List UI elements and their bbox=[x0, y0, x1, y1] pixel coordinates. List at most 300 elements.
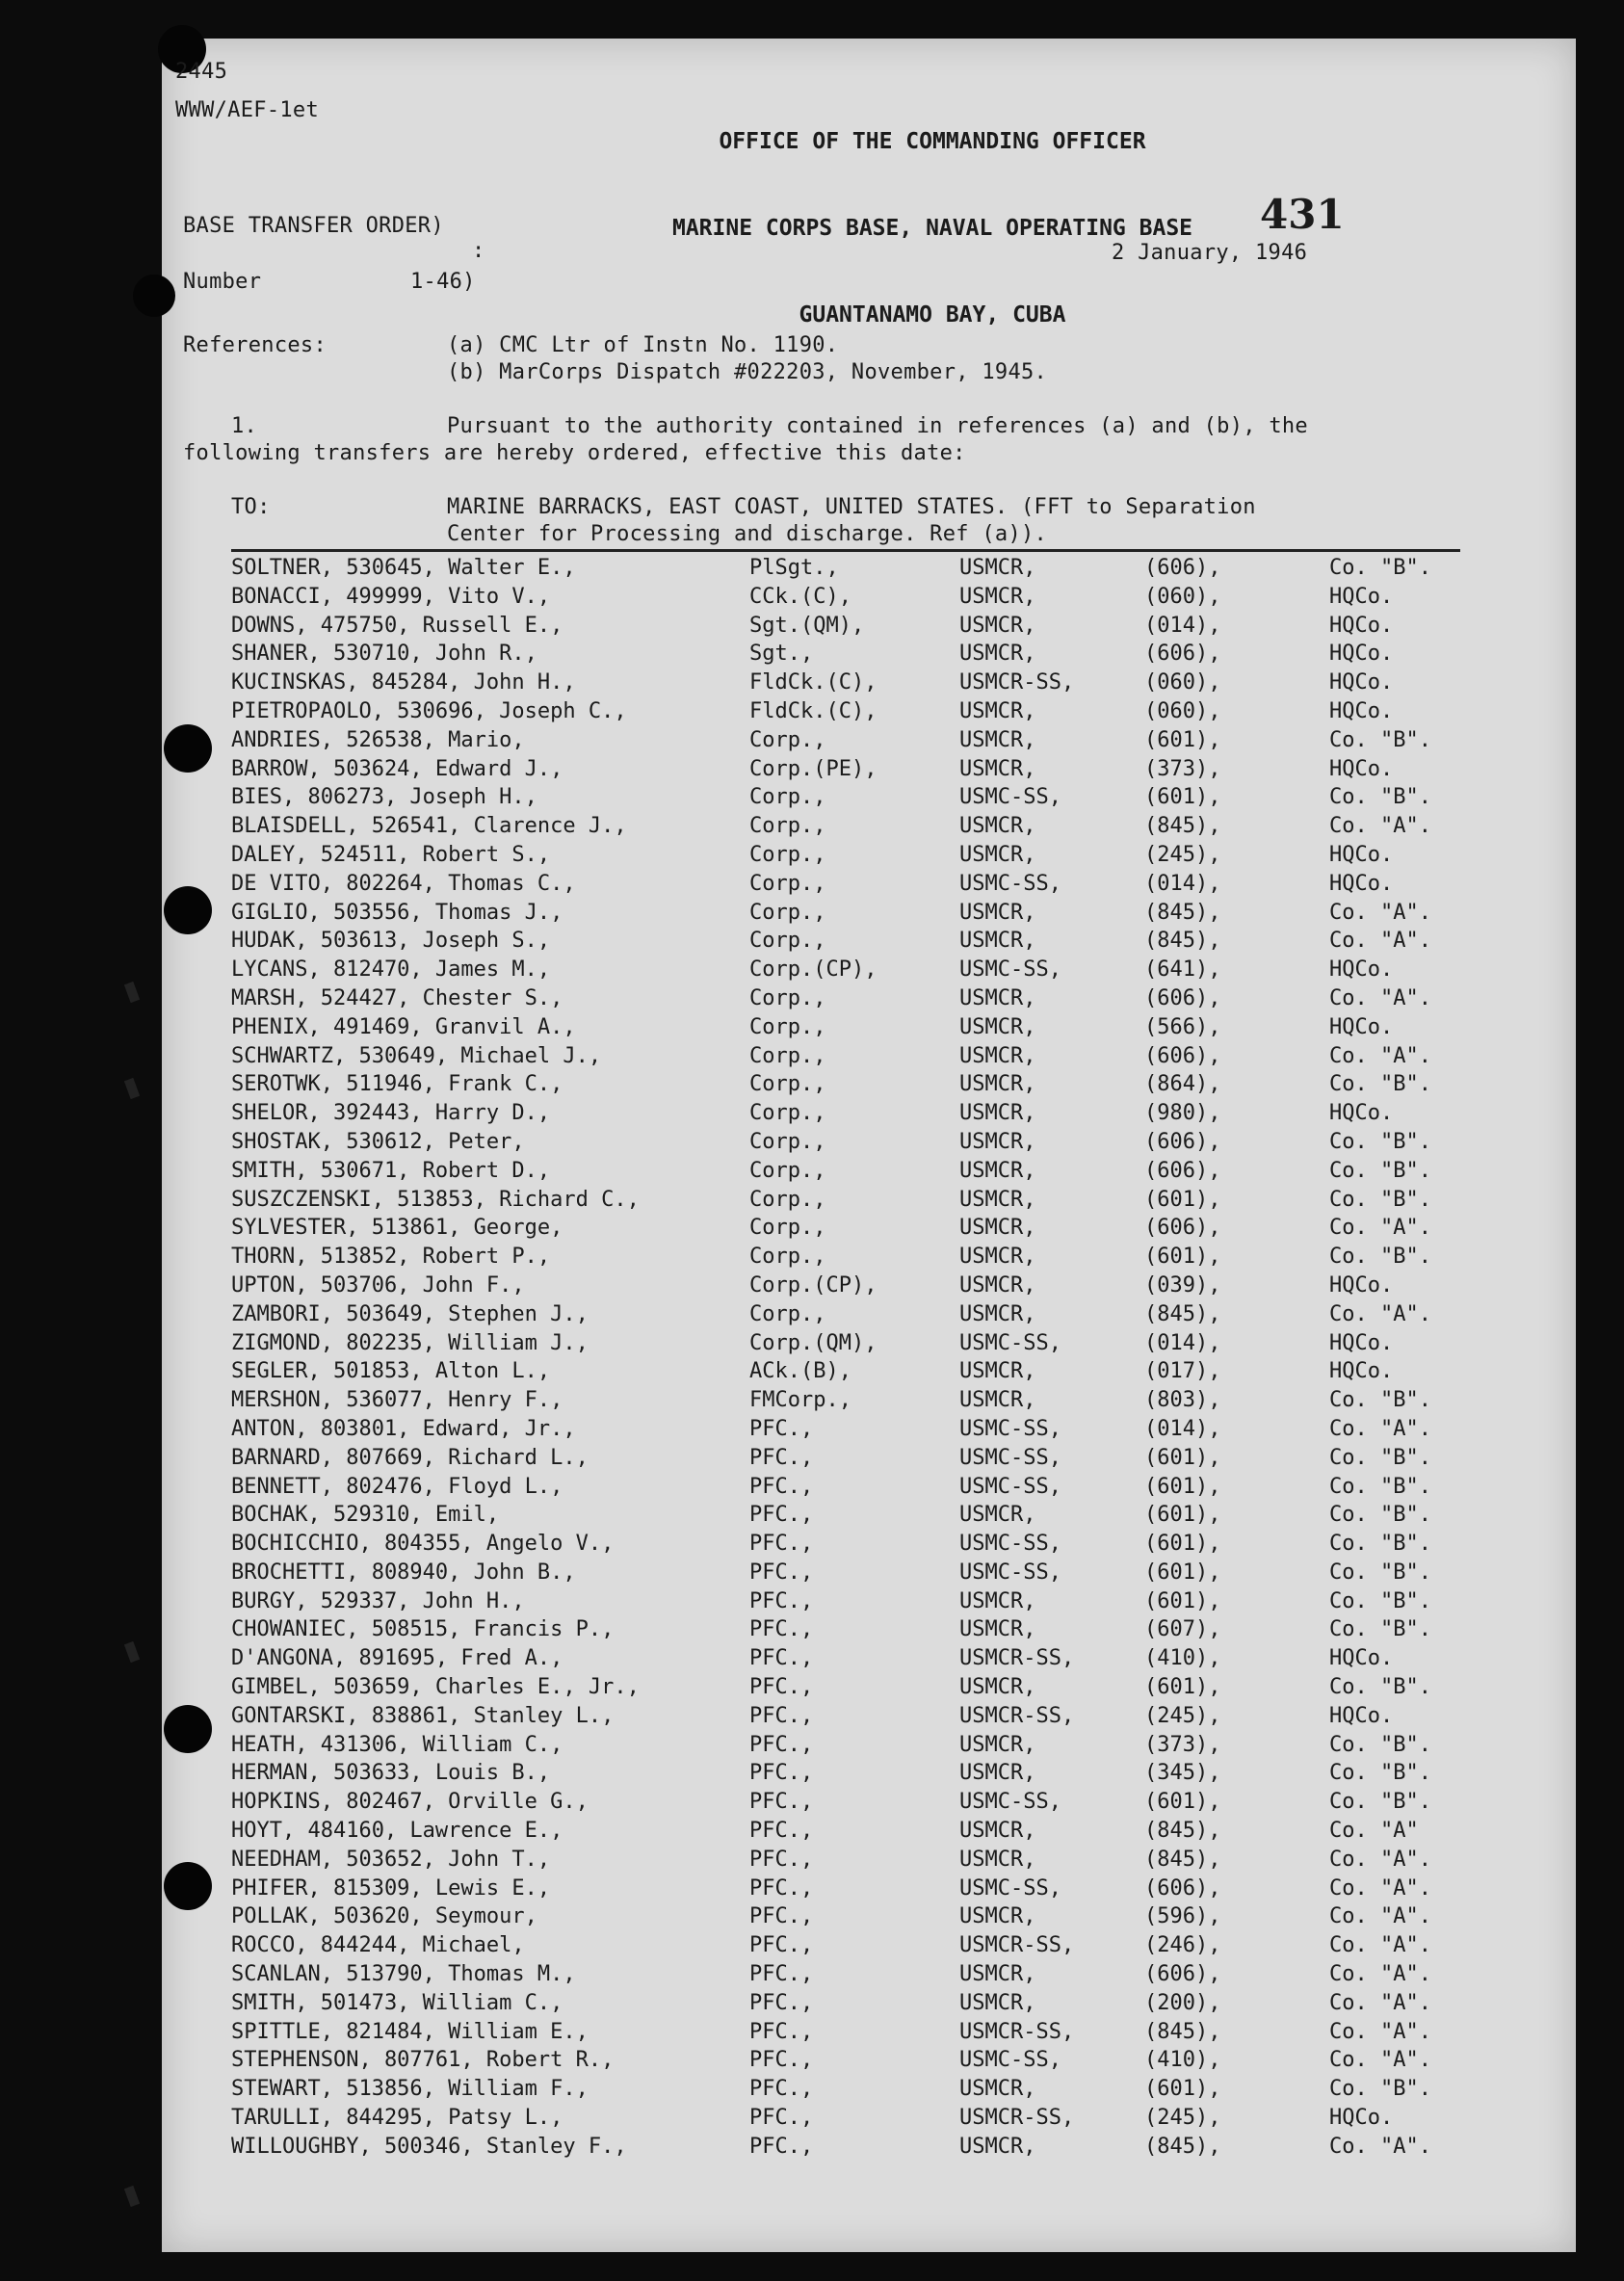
personnel-rank: PFC., bbox=[749, 1790, 814, 1815]
table-row bbox=[231, 1790, 1480, 1819]
personnel-rank: PFC., bbox=[749, 1646, 814, 1671]
personnel-component: USMCR-SS, bbox=[959, 1646, 1075, 1671]
table-row bbox=[231, 1417, 1480, 1446]
personnel-name: GIGLIO, 503556, Thomas J., bbox=[231, 900, 563, 925]
table-row bbox=[231, 670, 1480, 699]
personnel-mos: (246), bbox=[1144, 1933, 1221, 1958]
personnel-unit: Co. "A". bbox=[1329, 1301, 1431, 1326]
table-row bbox=[231, 757, 1480, 786]
personnel-component: USMCR, bbox=[959, 1072, 1036, 1097]
table-row bbox=[231, 2135, 1480, 2163]
personnel-component: USMCR, bbox=[959, 1216, 1036, 1241]
office-line: GUANTANAMO BAY, CUBA bbox=[799, 302, 1066, 328]
personnel-mos: (245), bbox=[1144, 2106, 1221, 2131]
personnel-unit: HQCo. bbox=[1329, 871, 1394, 896]
personnel-name: BENNETT, 802476, Floyd L., bbox=[231, 1474, 563, 1499]
personnel-unit: Co. "A". bbox=[1329, 1990, 1431, 2015]
personnel-mos: (864), bbox=[1144, 1072, 1221, 1097]
paragraph-line: Pursuant to the authority contained in references (a) and (b), the bbox=[447, 414, 1308, 438]
personnel-name: DOWNS, 475750, Russell E., bbox=[231, 613, 563, 638]
personnel-rank: PFC., bbox=[749, 1445, 814, 1470]
personnel-unit: Co. "A". bbox=[1329, 1962, 1431, 1987]
personnel-rank: PFC., bbox=[749, 2019, 814, 2044]
table-row bbox=[231, 2020, 1480, 2049]
personnel-component: USMC-SS, bbox=[959, 1532, 1061, 1557]
personnel-unit: Co. "B". bbox=[1329, 1790, 1431, 1815]
personnel-unit: Co. "A". bbox=[1329, 1847, 1431, 1872]
personnel-name: D'ANGONA, 891695, Fred A., bbox=[231, 1646, 563, 1671]
binder-hole-4 bbox=[164, 1862, 212, 1910]
personnel-component: USMCR, bbox=[959, 698, 1036, 723]
personnel-component: USMC-SS, bbox=[959, 957, 1061, 983]
personnel-component: USMCR, bbox=[959, 1962, 1036, 1987]
personnel-unit: Co. "B". bbox=[1329, 1732, 1431, 1757]
personnel-rank: Corp., bbox=[749, 1014, 826, 1039]
personnel-mos: (845), bbox=[1144, 1819, 1221, 1844]
personnel-unit: Co. "B". bbox=[1329, 1761, 1431, 1786]
personnel-rank: Corp., bbox=[749, 1072, 826, 1097]
table-row bbox=[231, 2077, 1480, 2106]
personnel-component: USMCR, bbox=[959, 985, 1036, 1010]
personnel-unit: HQCo. bbox=[1329, 670, 1394, 695]
personnel-name: ANTON, 803801, Edward, Jr., bbox=[231, 1416, 576, 1441]
personnel-rank: Corp., bbox=[749, 985, 826, 1010]
personnel-mos: (601), bbox=[1144, 1474, 1221, 1499]
personnel-mos: (803), bbox=[1144, 1388, 1221, 1413]
personnel-name: HUDAK, 503613, Joseph S., bbox=[231, 929, 551, 954]
personnel-component: USMCR-SS, bbox=[959, 2019, 1075, 2044]
personnel-mos: (601), bbox=[1144, 1560, 1221, 1585]
binder-hole-2 bbox=[164, 886, 212, 934]
personnel-mos: (606), bbox=[1144, 1216, 1221, 1241]
personnel-name: STEWART, 513856, William F., bbox=[231, 2077, 589, 2102]
personnel-unit: Co. "B". bbox=[1329, 1388, 1431, 1413]
personnel-name: BARNARD, 807669, Richard L., bbox=[231, 1445, 589, 1470]
personnel-mos: (601), bbox=[1144, 727, 1221, 752]
table-row bbox=[231, 1617, 1480, 1646]
personnel-mos: (606), bbox=[1144, 1875, 1221, 1901]
personnel-name: SHANER, 530710, John R., bbox=[231, 642, 537, 667]
personnel-name: BARROW, 503624, Edward J., bbox=[231, 756, 563, 781]
personnel-unit: HQCo. bbox=[1329, 1330, 1394, 1355]
personnel-mos: (641), bbox=[1144, 957, 1221, 983]
personnel-name: BIES, 806273, Joseph H., bbox=[231, 785, 537, 810]
personnel-mos: (845), bbox=[1144, 1847, 1221, 1872]
personnel-rank: PFC., bbox=[749, 2077, 814, 2102]
personnel-rank: Corp., bbox=[749, 1301, 826, 1326]
personnel-unit: Co. "B". bbox=[1329, 727, 1431, 752]
personnel-unit: Co. "B". bbox=[1329, 785, 1431, 810]
personnel-mos: (845), bbox=[1144, 2019, 1221, 2044]
personnel-unit: HQCo. bbox=[1329, 1646, 1394, 1671]
personnel-name: POLLAK, 503620, Seymour, bbox=[231, 1904, 537, 1929]
personnel-mos: (017), bbox=[1144, 1359, 1221, 1384]
personnel-mos: (601), bbox=[1144, 1503, 1221, 1528]
destination-line: MARINE BARRACKS, EAST COAST, UNITED STATES. (FFT to Separation bbox=[447, 495, 1256, 519]
personnel-component: USMCR, bbox=[959, 1819, 1036, 1844]
personnel-component: USMCR, bbox=[959, 1904, 1036, 1929]
order-number-label: Number bbox=[183, 270, 262, 294]
table-row bbox=[231, 1331, 1480, 1360]
table-row bbox=[231, 1015, 1480, 1044]
file-code: 2445 bbox=[175, 60, 228, 84]
personnel-unit: Co. "B". bbox=[1329, 1187, 1431, 1212]
personnel-component: USMCR, bbox=[959, 556, 1036, 580]
table-row bbox=[231, 1188, 1480, 1217]
table-row bbox=[231, 642, 1480, 670]
table-row bbox=[231, 1560, 1480, 1589]
personnel-name: PIETROPAOLO, 530696, Joseph C., bbox=[231, 698, 627, 723]
table-row bbox=[231, 1933, 1480, 1962]
binder-hole-corner bbox=[133, 275, 175, 317]
personnel-mos: (606), bbox=[1144, 1158, 1221, 1183]
personnel-mos: (606), bbox=[1144, 1043, 1221, 1068]
personnel-rank: Corp., bbox=[749, 1158, 826, 1183]
personnel-rank: PFC., bbox=[749, 2134, 814, 2159]
personnel-unit: HQCo. bbox=[1329, 1703, 1394, 1728]
personnel-component: USMCR, bbox=[959, 1359, 1036, 1384]
personnel-mos: (060), bbox=[1144, 670, 1221, 695]
personnel-mos: (607), bbox=[1144, 1617, 1221, 1642]
personnel-rank: PFC., bbox=[749, 1503, 814, 1528]
table-row bbox=[231, 699, 1480, 728]
personnel-unit: Co. "B". bbox=[1329, 1675, 1431, 1700]
personnel-mos: (601), bbox=[1144, 1532, 1221, 1557]
table-row bbox=[231, 1388, 1480, 1417]
personnel-mos: (245), bbox=[1144, 1703, 1221, 1728]
personnel-component: USMC-SS, bbox=[959, 1416, 1061, 1441]
personnel-component: USMCR, bbox=[959, 1158, 1036, 1183]
personnel-component: USMCR, bbox=[959, 1761, 1036, 1786]
personnel-component: USMCR, bbox=[959, 1043, 1036, 1068]
personnel-rank: PFC., bbox=[749, 1474, 814, 1499]
personnel-mos: (566), bbox=[1144, 1014, 1221, 1039]
table-row bbox=[231, 1991, 1480, 2020]
personnel-rank: Corp., bbox=[749, 842, 826, 867]
personnel-name: DALEY, 524511, Robert S., bbox=[231, 842, 551, 867]
personnel-component: USMCR-SS, bbox=[959, 1703, 1075, 1728]
underline-rule bbox=[231, 549, 1460, 552]
personnel-name: THORN, 513852, Robert P., bbox=[231, 1245, 551, 1270]
personnel-name: SMITH, 530671, Robert D., bbox=[231, 1158, 551, 1183]
personnel-rank: PFC., bbox=[749, 1875, 814, 1901]
personnel-rank: Corp., bbox=[749, 1129, 826, 1154]
personnel-rank: PFC., bbox=[749, 1732, 814, 1757]
personnel-rank: Corp.(CP), bbox=[749, 1272, 877, 1298]
table-row bbox=[231, 1503, 1480, 1532]
personnel-component: USMCR, bbox=[959, 642, 1036, 667]
table-row bbox=[231, 843, 1480, 872]
personnel-mos: (845), bbox=[1144, 929, 1221, 954]
personnel-unit: Co. "A" bbox=[1329, 1819, 1419, 1844]
table-row bbox=[231, 1245, 1480, 1273]
personnel-component: USMCR, bbox=[959, 1990, 1036, 2015]
personnel-name: ROCCO, 844244, Michael, bbox=[231, 1933, 525, 1958]
personnel-unit: Co. "A". bbox=[1329, 2019, 1431, 2044]
personnel-rank: PFC., bbox=[749, 1617, 814, 1642]
personnel-component: USMC-SS, bbox=[959, 1474, 1061, 1499]
personnel-component: USMCR, bbox=[959, 1388, 1036, 1413]
personnel-component: USMCR, bbox=[959, 584, 1036, 609]
table-row bbox=[231, 1072, 1480, 1101]
table-row bbox=[231, 2106, 1480, 2135]
personnel-name: SCANLAN, 513790, Thomas M., bbox=[231, 1962, 576, 1987]
personnel-unit: Co. "B". bbox=[1329, 1445, 1431, 1470]
personnel-mos: (606), bbox=[1144, 1129, 1221, 1154]
personnel-name: GONTARSKI, 838861, Stanley L., bbox=[231, 1703, 615, 1728]
office-line: OFFICE OF THE COMMANDING OFFICER bbox=[719, 129, 1146, 154]
stray-mark bbox=[124, 1078, 140, 1099]
personnel-name: GIMBEL, 503659, Charles E., Jr., bbox=[231, 1675, 640, 1700]
table-row bbox=[231, 1302, 1480, 1331]
file-code: WWW/AEF-1et bbox=[175, 98, 319, 122]
personnel-mos: (014), bbox=[1144, 1330, 1221, 1355]
personnel-unit: Co. "B". bbox=[1329, 1474, 1431, 1499]
personnel-component: USMCR, bbox=[959, 1129, 1036, 1154]
personnel-rank: Sgt.(QM), bbox=[749, 613, 865, 638]
personnel-unit: HQCo. bbox=[1329, 842, 1394, 867]
personnel-mos: (014), bbox=[1144, 1416, 1221, 1441]
personnel-mos: (601), bbox=[1144, 1187, 1221, 1212]
personnel-mos: (601), bbox=[1144, 785, 1221, 810]
personnel-component: USMCR, bbox=[959, 900, 1036, 925]
personnel-unit: Co. "B". bbox=[1329, 1503, 1431, 1528]
personnel-unit: Co. "B". bbox=[1329, 1560, 1431, 1585]
table-row bbox=[231, 585, 1480, 614]
page-number: 431 bbox=[1260, 191, 1345, 238]
personnel-unit: HQCo. bbox=[1329, 957, 1394, 983]
personnel-rank: Corp.(QM), bbox=[749, 1330, 877, 1355]
personnel-component: USMCR, bbox=[959, 1732, 1036, 1757]
table-row bbox=[231, 1159, 1480, 1188]
personnel-name: PHIFER, 815309, Lewis E., bbox=[231, 1875, 551, 1901]
personnel-rank: Corp., bbox=[749, 1245, 826, 1270]
personnel-mos: (845), bbox=[1144, 1301, 1221, 1326]
personnel-rank: PFC., bbox=[749, 1560, 814, 1585]
personnel-component: USMCR, bbox=[959, 1014, 1036, 1039]
personnel-rank: FldCk.(C), bbox=[749, 670, 877, 695]
personnel-unit: Co. "B". bbox=[1329, 1245, 1431, 1270]
personnel-name: MERSHON, 536077, Henry F., bbox=[231, 1388, 563, 1413]
stray-mark bbox=[124, 1641, 140, 1663]
order-number: 1-46) bbox=[410, 270, 476, 294]
personnel-unit: Co. "A". bbox=[1329, 2134, 1431, 2159]
table-row bbox=[231, 1704, 1480, 1733]
personnel-component: USMCR-SS, bbox=[959, 1933, 1075, 1958]
personnel-rank: PFC., bbox=[749, 1532, 814, 1557]
personnel-mos: (601), bbox=[1144, 2077, 1221, 2102]
table-row bbox=[231, 1475, 1480, 1504]
personnel-component: USMCR, bbox=[959, 2134, 1036, 2159]
table-row bbox=[231, 1675, 1480, 1704]
personnel-unit: Co. "B". bbox=[1329, 1588, 1431, 1613]
personnel-component: USMCR, bbox=[959, 1187, 1036, 1212]
personnel-component: USMCR, bbox=[959, 1675, 1036, 1700]
table-row bbox=[231, 1216, 1480, 1245]
personnel-mos: (606), bbox=[1144, 985, 1221, 1010]
table-row bbox=[231, 957, 1480, 986]
personnel-unit: Co. "A". bbox=[1329, 929, 1431, 954]
personnel-unit: Co. "B". bbox=[1329, 556, 1431, 580]
personnel-name: SEGLER, 501853, Alton L., bbox=[231, 1359, 551, 1384]
personnel-unit: Co. "A". bbox=[1329, 1933, 1431, 1958]
personnel-mos: (039), bbox=[1144, 1272, 1221, 1298]
personnel-rank: PFC., bbox=[749, 1819, 814, 1844]
stray-mark bbox=[124, 982, 140, 1003]
stray-mark bbox=[124, 2186, 140, 2207]
personnel-mos: (601), bbox=[1144, 1790, 1221, 1815]
destination-label: TO: bbox=[231, 495, 271, 519]
paragraph-line: following transfers are hereby ordered, effective this date: bbox=[183, 441, 966, 465]
personnel-unit: Co. "B". bbox=[1329, 1532, 1431, 1557]
personnel-unit: HQCo. bbox=[1329, 698, 1394, 723]
personnel-name: BROCHETTI, 808940, John B., bbox=[231, 1560, 576, 1585]
table-row bbox=[231, 1273, 1480, 1302]
table-row bbox=[231, 1044, 1480, 1073]
personnel-mos: (014), bbox=[1144, 613, 1221, 638]
personnel-name: STEPHENSON, 807761, Robert R., bbox=[231, 2048, 615, 2073]
personnel-name: SUSZCZENSKI, 513853, Richard C., bbox=[231, 1187, 640, 1212]
personnel-component: USMCR, bbox=[959, 1301, 1036, 1326]
personnel-rank: PFC., bbox=[749, 2048, 814, 2073]
personnel-unit: HQCo. bbox=[1329, 2106, 1394, 2131]
table-row bbox=[231, 1876, 1480, 1905]
personnel-unit: Co. "B". bbox=[1329, 1129, 1431, 1154]
table-row bbox=[231, 1646, 1480, 1675]
table-row bbox=[231, 1589, 1480, 1618]
personnel-unit: Co. "A". bbox=[1329, 1043, 1431, 1068]
personnel-name: ANDRIES, 526538, Mario, bbox=[231, 727, 525, 752]
personnel-component: USMCR, bbox=[959, 814, 1036, 839]
personnel-rank: PFC., bbox=[749, 1904, 814, 1929]
table-row bbox=[231, 1101, 1480, 1130]
paragraph-number: 1. bbox=[231, 414, 258, 438]
personnel-rank: PFC., bbox=[749, 1588, 814, 1613]
personnel-rank: Corp., bbox=[749, 1043, 826, 1068]
personnel-unit: Co. "A". bbox=[1329, 900, 1431, 925]
personnel-mos: (345), bbox=[1144, 1761, 1221, 1786]
personnel-component: USMCR, bbox=[959, 756, 1036, 781]
personnel-component: USMC-SS, bbox=[959, 2048, 1061, 2073]
personnel-component: USMCR, bbox=[959, 929, 1036, 954]
personnel-unit: Co. "A". bbox=[1329, 1416, 1431, 1441]
table-row bbox=[231, 728, 1480, 757]
personnel-unit: Co. "B". bbox=[1329, 1158, 1431, 1183]
personnel-mos: (060), bbox=[1144, 698, 1221, 723]
personnel-component: USMC-SS, bbox=[959, 1330, 1061, 1355]
personnel-rank: PFC., bbox=[749, 1675, 814, 1700]
personnel-component: USMCR, bbox=[959, 842, 1036, 867]
personnel-name: SEROTWK, 511946, Frank C., bbox=[231, 1072, 563, 1097]
personnel-name: PHENIX, 491469, Granvil A., bbox=[231, 1014, 576, 1039]
table-row bbox=[231, 1904, 1480, 1933]
personnel-component: USMCR, bbox=[959, 1847, 1036, 1872]
personnel-rank: Corp., bbox=[749, 929, 826, 954]
personnel-mos: (200), bbox=[1144, 1990, 1221, 2015]
personnel-rank: PFC., bbox=[749, 1933, 814, 1958]
personnel-unit: HQCo. bbox=[1329, 1014, 1394, 1039]
table-row bbox=[231, 785, 1480, 814]
table-row bbox=[231, 1446, 1480, 1475]
references-label: References: bbox=[183, 333, 327, 357]
personnel-component: USMC-SS, bbox=[959, 1875, 1061, 1901]
personnel-unit: HQCo. bbox=[1329, 1272, 1394, 1298]
personnel-name: UPTON, 503706, John F., bbox=[231, 1272, 525, 1298]
personnel-name: CHOWANIEC, 508515, Francis P., bbox=[231, 1617, 615, 1642]
personnel-mos: (373), bbox=[1144, 1732, 1221, 1757]
personnel-name: HOYT, 484160, Lawrence E., bbox=[231, 1819, 563, 1844]
personnel-name: BOCHICCHIO, 804355, Angelo V., bbox=[231, 1532, 615, 1557]
personnel-rank: Corp., bbox=[749, 785, 826, 810]
personnel-mos: (014), bbox=[1144, 871, 1221, 896]
personnel-rank: ACk.(B), bbox=[749, 1359, 851, 1384]
personnel-name: SPITTLE, 821484, William E., bbox=[231, 2019, 589, 2044]
table-row bbox=[231, 1130, 1480, 1159]
destination-line: Center for Processing and discharge. Ref (a)). bbox=[447, 522, 1048, 546]
personnel-name: KUCINSKAS, 845284, John H., bbox=[231, 670, 576, 695]
personnel-rank: Corp., bbox=[749, 727, 826, 752]
personnel-rank: FMCorp., bbox=[749, 1388, 851, 1413]
personnel-rank: PFC., bbox=[749, 1703, 814, 1728]
personnel-unit: HQCo. bbox=[1329, 584, 1394, 609]
personnel-mos: (596), bbox=[1144, 1904, 1221, 1929]
personnel-rank: Corp., bbox=[749, 1216, 826, 1241]
table-row bbox=[231, 1359, 1480, 1388]
personnel-rank: PFC., bbox=[749, 1962, 814, 1987]
personnel-unit: Co. "A". bbox=[1329, 2048, 1431, 2073]
personnel-unit: Co. "A". bbox=[1329, 1875, 1431, 1901]
table-row bbox=[231, 1848, 1480, 1876]
personnel-mos: (845), bbox=[1144, 814, 1221, 839]
table-row bbox=[231, 1819, 1480, 1848]
personnel-name: DE VITO, 802264, Thomas C., bbox=[231, 871, 576, 896]
personnel-component: USMC-SS, bbox=[959, 785, 1061, 810]
table-row bbox=[231, 1761, 1480, 1790]
personnel-mos: (373), bbox=[1144, 756, 1221, 781]
personnel-name: BURGY, 529337, John H., bbox=[231, 1588, 525, 1613]
personnel-unit: HQCo. bbox=[1329, 1101, 1394, 1126]
table-row bbox=[231, 1733, 1480, 1762]
personnel-mos: (245), bbox=[1144, 842, 1221, 867]
personnel-component: USMCR-SS, bbox=[959, 2106, 1075, 2131]
personnel-component: USMCR, bbox=[959, 1588, 1036, 1613]
table-row bbox=[231, 2048, 1480, 2077]
personnel-rank: PFC., bbox=[749, 2106, 814, 2131]
personnel-component: USMCR, bbox=[959, 1245, 1036, 1270]
personnel-mos: (601), bbox=[1144, 1588, 1221, 1613]
personnel-mos: (601), bbox=[1144, 1245, 1221, 1270]
personnel-unit: Co. "A". bbox=[1329, 985, 1431, 1010]
personnel-mos: (845), bbox=[1144, 900, 1221, 925]
personnel-unit: HQCo. bbox=[1329, 613, 1394, 638]
personnel-name: HEATH, 431306, William C., bbox=[231, 1732, 563, 1757]
personnel-mos: (980), bbox=[1144, 1101, 1221, 1126]
personnel-name: BOCHAK, 529310, Emil, bbox=[231, 1503, 500, 1528]
reference-a: (a) CMC Ltr of Instn No. 1190. bbox=[447, 333, 839, 357]
personnel-component: USMCR, bbox=[959, 1503, 1036, 1528]
personnel-component: USMCR-SS, bbox=[959, 670, 1075, 695]
personnel-unit: HQCo. bbox=[1329, 642, 1394, 667]
personnel-rank: Corp.(CP), bbox=[749, 957, 877, 983]
personnel-unit: Co. "B". bbox=[1329, 2077, 1431, 2102]
personnel-component: USMCR, bbox=[959, 727, 1036, 752]
document-page bbox=[162, 39, 1576, 2252]
table-row bbox=[231, 1962, 1480, 1991]
personnel-mos: (606), bbox=[1144, 642, 1221, 667]
binder-hole-1 bbox=[164, 724, 212, 773]
personnel-rank: Sgt., bbox=[749, 642, 814, 667]
personnel-rank: CCk.(C), bbox=[749, 584, 851, 609]
